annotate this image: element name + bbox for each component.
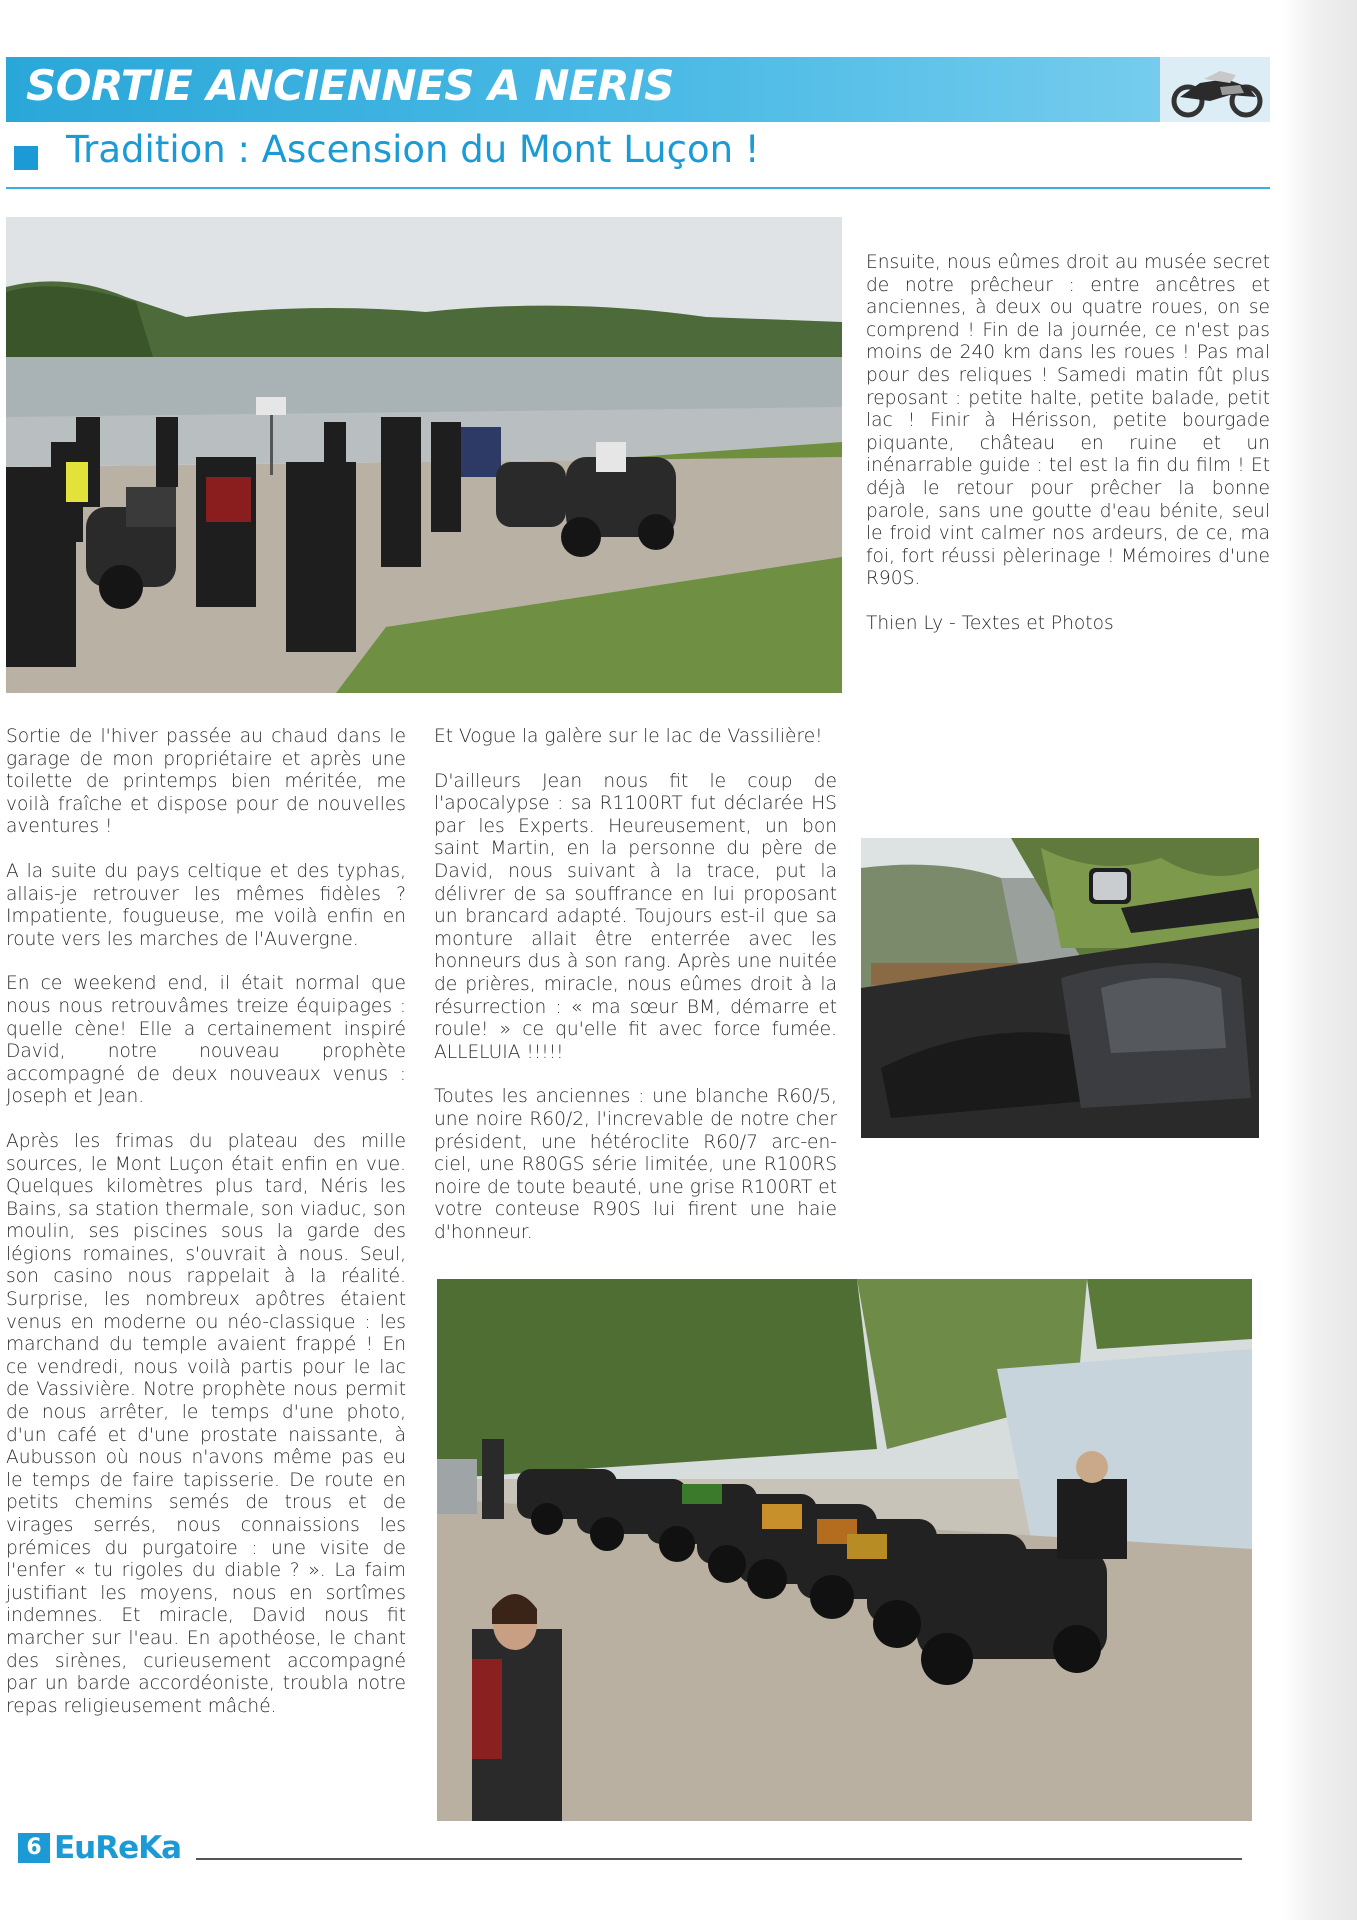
photo-motorcycles-lineup [437,1279,1252,1821]
paragraph: D'ailleurs Jean nous fit le coup de l'apocalypse : sa R1100RT fut déclarée HS par les Experts. Heureusement, un bon saint Martin, en la personne du père de David, nous suivant à la trace, put la délivrer de sa souffrance en lui proposant un brancard adapté. Toujours est-il que sa monture allait être enterrée avec les honneurs dus à son rang. Après une nuitée de prières, miracle, nous eûmes droit à la résurrection : « ma sœur BM, démarre et roule! » ce qu'elle fit avec force fumée. ALLELUIA !!!!! [434,770,837,1063]
article-column-1 [6,726,406,1718]
bullet-square-icon [14,146,38,170]
article-subtitle: Tradition : Ascension du Mont Luçon ! [66,128,760,171]
paragraph: Et Vogue la galère sur le lac de Vassilière! [434,726,823,747]
article-column-3 [866,252,1270,636]
paragraph: En ce weekend end, il était normal que nous nous retrouvâmes treize équipages : quelle cène! Elle a certainement inspiré David, notre nouveau prophète accompagné de deux nouveaux venus : Joseph et Jean. [6,973,406,1108]
photo-credit: Thien Ly - Textes et Photos [866,612,1114,634]
paragraph: Sortie de l'hiver passée au chaud dans le garage de mon propriétaire et après une toilette de printemps bien méritée, me voilà fraîche et dispose pour de nouvelles aventures ! [6,726,406,838]
photo-lake-riders [6,217,842,693]
article-column-2 [434,726,837,1244]
subtitle-divider [6,187,1270,189]
footer-rule [196,1858,1242,1860]
motorcycle-logo-icon [1160,57,1270,122]
page-number: 6 [18,1833,50,1863]
paragraph: Ensuite, nous eûmes droit au musée secret de notre prêcheur : entre ancêtres et anciennes, à deux ou quatre roues, on se comprend ! Fin de la journée, ce n'est pas moins de 240 km dans les roues ! Pas mal pour des reliques ! Samedi matin fût plus reposant : petite halte, petite balade, petit lac ! Finir à Hérisson, petite bourgade piquante, château en ruine et un inénarrable guide : tel est la fin du film ! Et déjà le retour pour prêcher la bonne parole, sans une goutte d'eau bénite, seul le froid vint calmer nos ardeurs, de ce, ma foi, fort réussi pèlerinage ! Mémoires d'une R90S. [866,252,1270,590]
banner-title: SORTIE ANCIENNES A NERIS [26,61,674,110]
magazine-logo: EuReKa [54,1830,182,1866]
photo-motorcycle-closeup [861,838,1259,1138]
paragraph: Toutes les anciennes : une blanche R60/5, une noire R60/2, l'increvable de notre cher président, une hétéroclite R60/7 arc-en-ciel, une R80GS série limitée, une R100RS noire de toute beauté, une grise R100RT et votre conteuse R90S lui firent une haie d'honneur. [434,1086,837,1243]
paragraph: Après les frimas du plateau des mille sources, le Mont Luçon était enfin en vue. Quelques kilomètres plus tard, Néris les Bains, sa station thermale, son viaduc, son moulin, ses piscines sous la garde des légions romaines, s'ouvrait à nous. Seul, son casino nous rappelait à la réalité. Surprise, les nombreux apôtres étaient venus en moderne ou néo-classique : les marchand du temple avaient frappé ! En ce vendredi, nous voilà partis pour le lac de Vassivière. Notre prophète nous permit de nous arrêter, le temps d'une photo, d'un café et d'une prostate naissante, à Aubusson où nous n'avons même pas eu le temps de faire tapisserie. De route en petits chemins semés de trous et de virages serrés, nous connaissions les prémices du purgatoire : une visite de l'enfer « tu rigoles du diable ? ». La faim justifiant les moyens, nous en sortîmes indemnes. Et miracle, David nous fit marcher sur l'eau. En apothéose, le chant des sirènes, curieusement accompagné par un barde accordéoniste, troubla notre repas religieusement mâché. [6,1130,406,1717]
title-banner [6,57,1270,122]
paragraph: A la suite du pays celtique et des typhas, allais-je retrouver les mêmes fidèles ? Impatiente, fougueuse, me voilà enfin en route vers les marches de l'Auvergne. [6,860,406,950]
page-edge-shadow [1283,0,1357,1920]
